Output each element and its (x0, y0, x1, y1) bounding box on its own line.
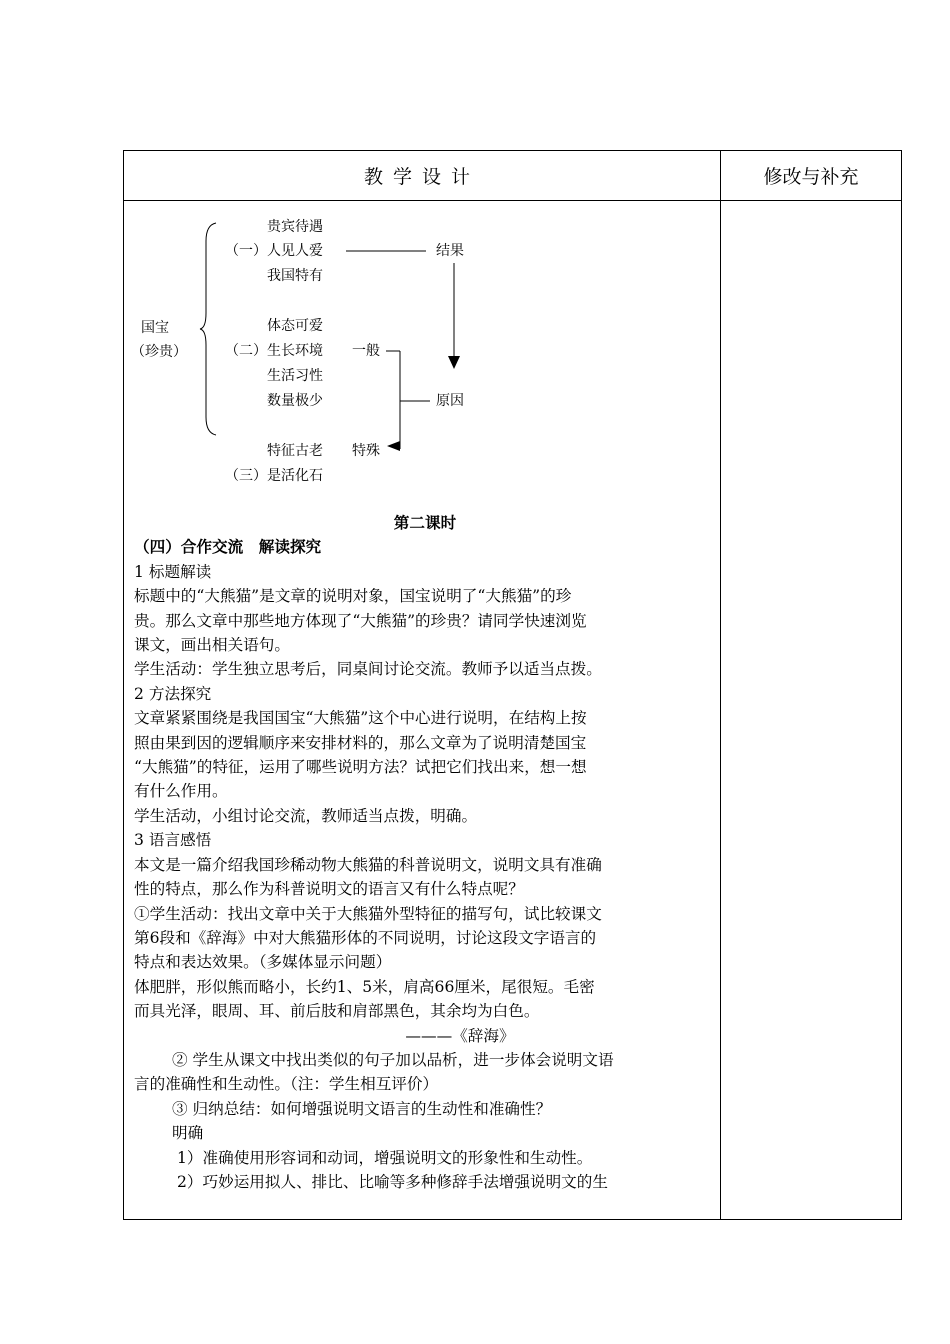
content-line: 照由果到因的逻辑顺序来安排材料的，那么文章为了说明清楚国宝 (134, 733, 587, 752)
content-line: 贵。那么文章中那些地方体现了“大熊猫”的珍贵？请同学快速浏览 (134, 611, 587, 630)
g1-item-2: 人见人爱 (267, 243, 323, 259)
g2-label: （二） (225, 343, 267, 359)
content-line: 性的特点，那么作为科普说明文的语言又有什么特点呢？ (134, 880, 524, 899)
column-divider (720, 151, 721, 1219)
content-line: 文章紧紧围绕是我国国宝“大熊猫”这个中心进行说明，在结构上按 (134, 709, 587, 728)
big-brace (200, 223, 216, 435)
content-line: ② 学生从课文中找出类似的句子加以品析，进一步体会说明文语 (172, 1050, 614, 1069)
content-line: 言的准确性和生动性。（注：学生相互评价） (134, 1075, 439, 1094)
g1-item-3: 我国特有 (267, 268, 323, 284)
lesson-content (134, 511, 716, 1194)
g1-item-1: 贵宾待遇 (267, 219, 323, 235)
content-line: 2）巧妙运用拟人、排比、比喻等多种修辞手法增强说明文的生 (177, 1172, 608, 1191)
cause-label: 原因 (436, 393, 464, 409)
content-line: 本文是一篇介绍我国珍稀动物大熊猫的科普说明文，说明文具有准确 (134, 855, 602, 874)
g2-item-1: 体态可爱 (267, 318, 323, 334)
g3-label: （三） (225, 468, 267, 484)
structure-diagram (124, 201, 720, 501)
root-label: 国宝 (141, 320, 169, 336)
section-title: （四）合作交流 解读探究 (134, 537, 322, 557)
content-line: 课文，画出相关语句。 (134, 636, 290, 655)
content-line: ①学生活动：找出文章中关于大熊猫外型特征的描写句，试比较课文 (134, 904, 602, 923)
g1-label: （一） (225, 243, 267, 259)
header-teaching-design: 教学设计 (363, 166, 480, 188)
general-label: 一般 (352, 343, 380, 359)
header-revisions: 修改与补充 (763, 166, 859, 188)
g3-item-1: 特征古老 (267, 443, 323, 459)
result-label: 结果 (436, 243, 464, 259)
content-line: 明确 (172, 1124, 204, 1143)
g2-item-2: 生长环境 (267, 343, 323, 359)
result-down-arrow (448, 356, 460, 369)
g3-item-2: 是活化石 (267, 468, 323, 484)
content-line: “大熊猫”的特征，运用了哪些说明方法？试把它们找出来，想一想 (134, 758, 587, 777)
root-sublabel: （珍贵） (131, 344, 187, 360)
g2-item-4: 数量极少 (267, 393, 323, 409)
content-line: 1）准确使用形容词和动词，增强说明文的形象性和生动性。 (177, 1148, 593, 1167)
content-line: 体肥胖，形似熊而略小，长约1、5米，肩高66厘米，尾很短。毛密 (134, 977, 595, 996)
content-line: 学生活动：学生独立思考后，同桌间讨论交流。教师予以适当点拨。 (134, 660, 602, 679)
lesson-title: 第二课时 (393, 513, 457, 532)
content-line: 特点和表达效果。（多媒体显示问题） (134, 953, 392, 972)
content-line: 1 标题解读 (134, 562, 212, 581)
special-arrow (387, 441, 400, 451)
content-line: 2 方法探究 (134, 684, 212, 703)
content-line: 而具光泽，眼周、耳、前后肢和肩部黑色，其余均为白色。 (134, 1002, 540, 1021)
content-line: 第6段和《辞海》中对大熊猫形体的不同说明，讨论这段文字语言的 (134, 928, 597, 947)
content-line: 标题中的“大熊猫”是文章的说明对象，国宝说明了“大熊猫”的珍 (134, 587, 572, 606)
content-line: 学生活动，小组讨论交流，教师适当点拨，明确。 (134, 806, 478, 825)
content-line: ③ 归纳总结：如何增强说明文语言的生动性和准确性？ (172, 1099, 552, 1118)
diagram-lines (124, 201, 720, 501)
content-line: 有什么作用。 (134, 782, 228, 801)
g2-item-3: 生活习性 (267, 368, 323, 384)
lesson-table (123, 150, 902, 1220)
special-label: 特殊 (352, 443, 380, 459)
content-line: 3 语言感悟 (134, 831, 212, 850)
citation: ———《辞海》 (405, 1026, 515, 1045)
